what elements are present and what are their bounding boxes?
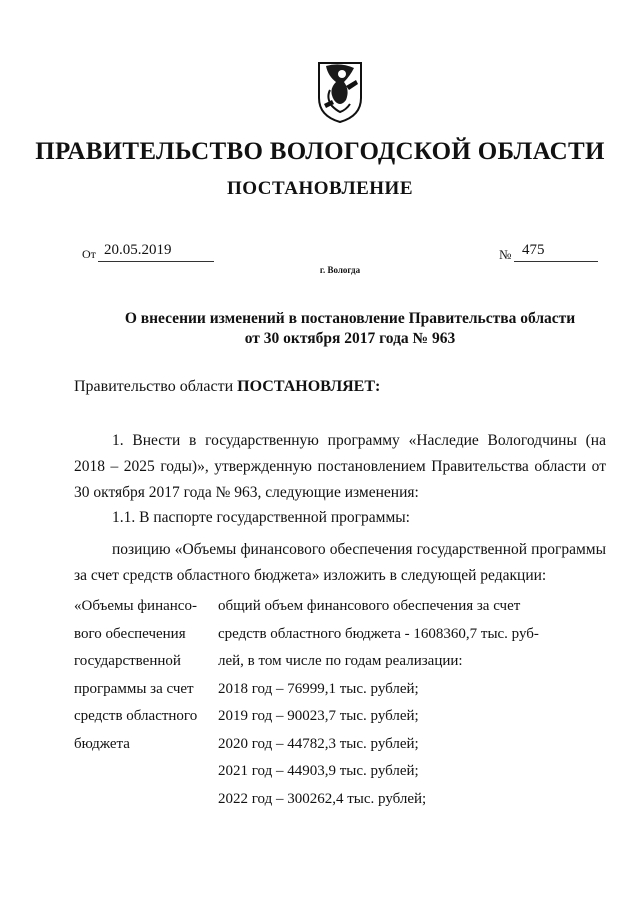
- table-right-line: 2019 год – 90023,7 тыс. рублей;: [218, 708, 419, 724]
- document-subject: [60, 309, 640, 349]
- document-type: ПОСТАНОВЛЕНИЕ: [226, 178, 414, 199]
- number-underline: [514, 261, 598, 262]
- paragraph-position: позицию «Объемы финансового обеспечения государственной программы за счет средств областного бюджета» изложить в следующей редакции:: [74, 541, 606, 584]
- table-left-line: государственной: [74, 653, 181, 669]
- table-right-line: лей, в том числе по годам реализации:: [218, 653, 463, 669]
- document-number: 475: [522, 242, 545, 258]
- table-right-line: 2018 год – 76999,1 тыс. рублей;: [218, 680, 419, 697]
- table-right-column: [218, 593, 618, 813]
- city: г. Вологда: [319, 265, 361, 275]
- table-right-line: 2021 год – 44903,9 тыс. рублей;: [218, 763, 419, 779]
- table-left-line: программы за счет: [74, 680, 194, 697]
- document-date: 20.05.2019: [104, 242, 172, 258]
- number-label: №: [499, 247, 512, 262]
- table-left-line: вого обеспечения: [74, 625, 186, 642]
- table-left-line: «Объемы финансо-: [74, 598, 197, 614]
- table-right-line: 2022 год – 300262,4 тыс. рублей;: [218, 790, 427, 807]
- decree-prefix: Правительство области: [74, 378, 238, 395]
- government-title: ПРАВИТЕЛЬСТВО ВОЛОГОДСКОЙ ОБЛАСТИ: [35, 138, 605, 165]
- subject-line-1: О внесении изменений в постановление Правительства области: [124, 310, 576, 327]
- table-right-line: общий объем финансового обеспечения за счет: [218, 598, 521, 614]
- table-left-line: средств областного: [74, 708, 198, 724]
- table-right-line: средств областного бюджета - 1608360,7 тыс. руб-: [218, 625, 539, 642]
- date-label: От: [82, 247, 96, 261]
- date-underline: [98, 261, 214, 262]
- subject-line-2: от 30 октября 2017 года № 963: [244, 330, 456, 347]
- vologda-coat-of-arms-icon: [316, 60, 364, 124]
- paragraph-1: 1. Внести в государственную программу «Наследие Вологодчины (на 2018 – 2025 годы)», утвержденную постановлением Правительства области от 30 октября 2017 года № 963, следующие изменения:: [74, 432, 606, 501]
- table-left-line: бюджета: [74, 735, 130, 752]
- decree-statement: [74, 378, 380, 396]
- paragraph-1-1: 1.1. В паспорте государственной программы:: [112, 509, 410, 526]
- decree-verb: ПОСТАНОВЛЯЕТ:: [237, 378, 381, 395]
- table-right-line: 2020 год – 44782,3 тыс. рублей;: [218, 735, 419, 752]
- table-left-column: [74, 593, 214, 758]
